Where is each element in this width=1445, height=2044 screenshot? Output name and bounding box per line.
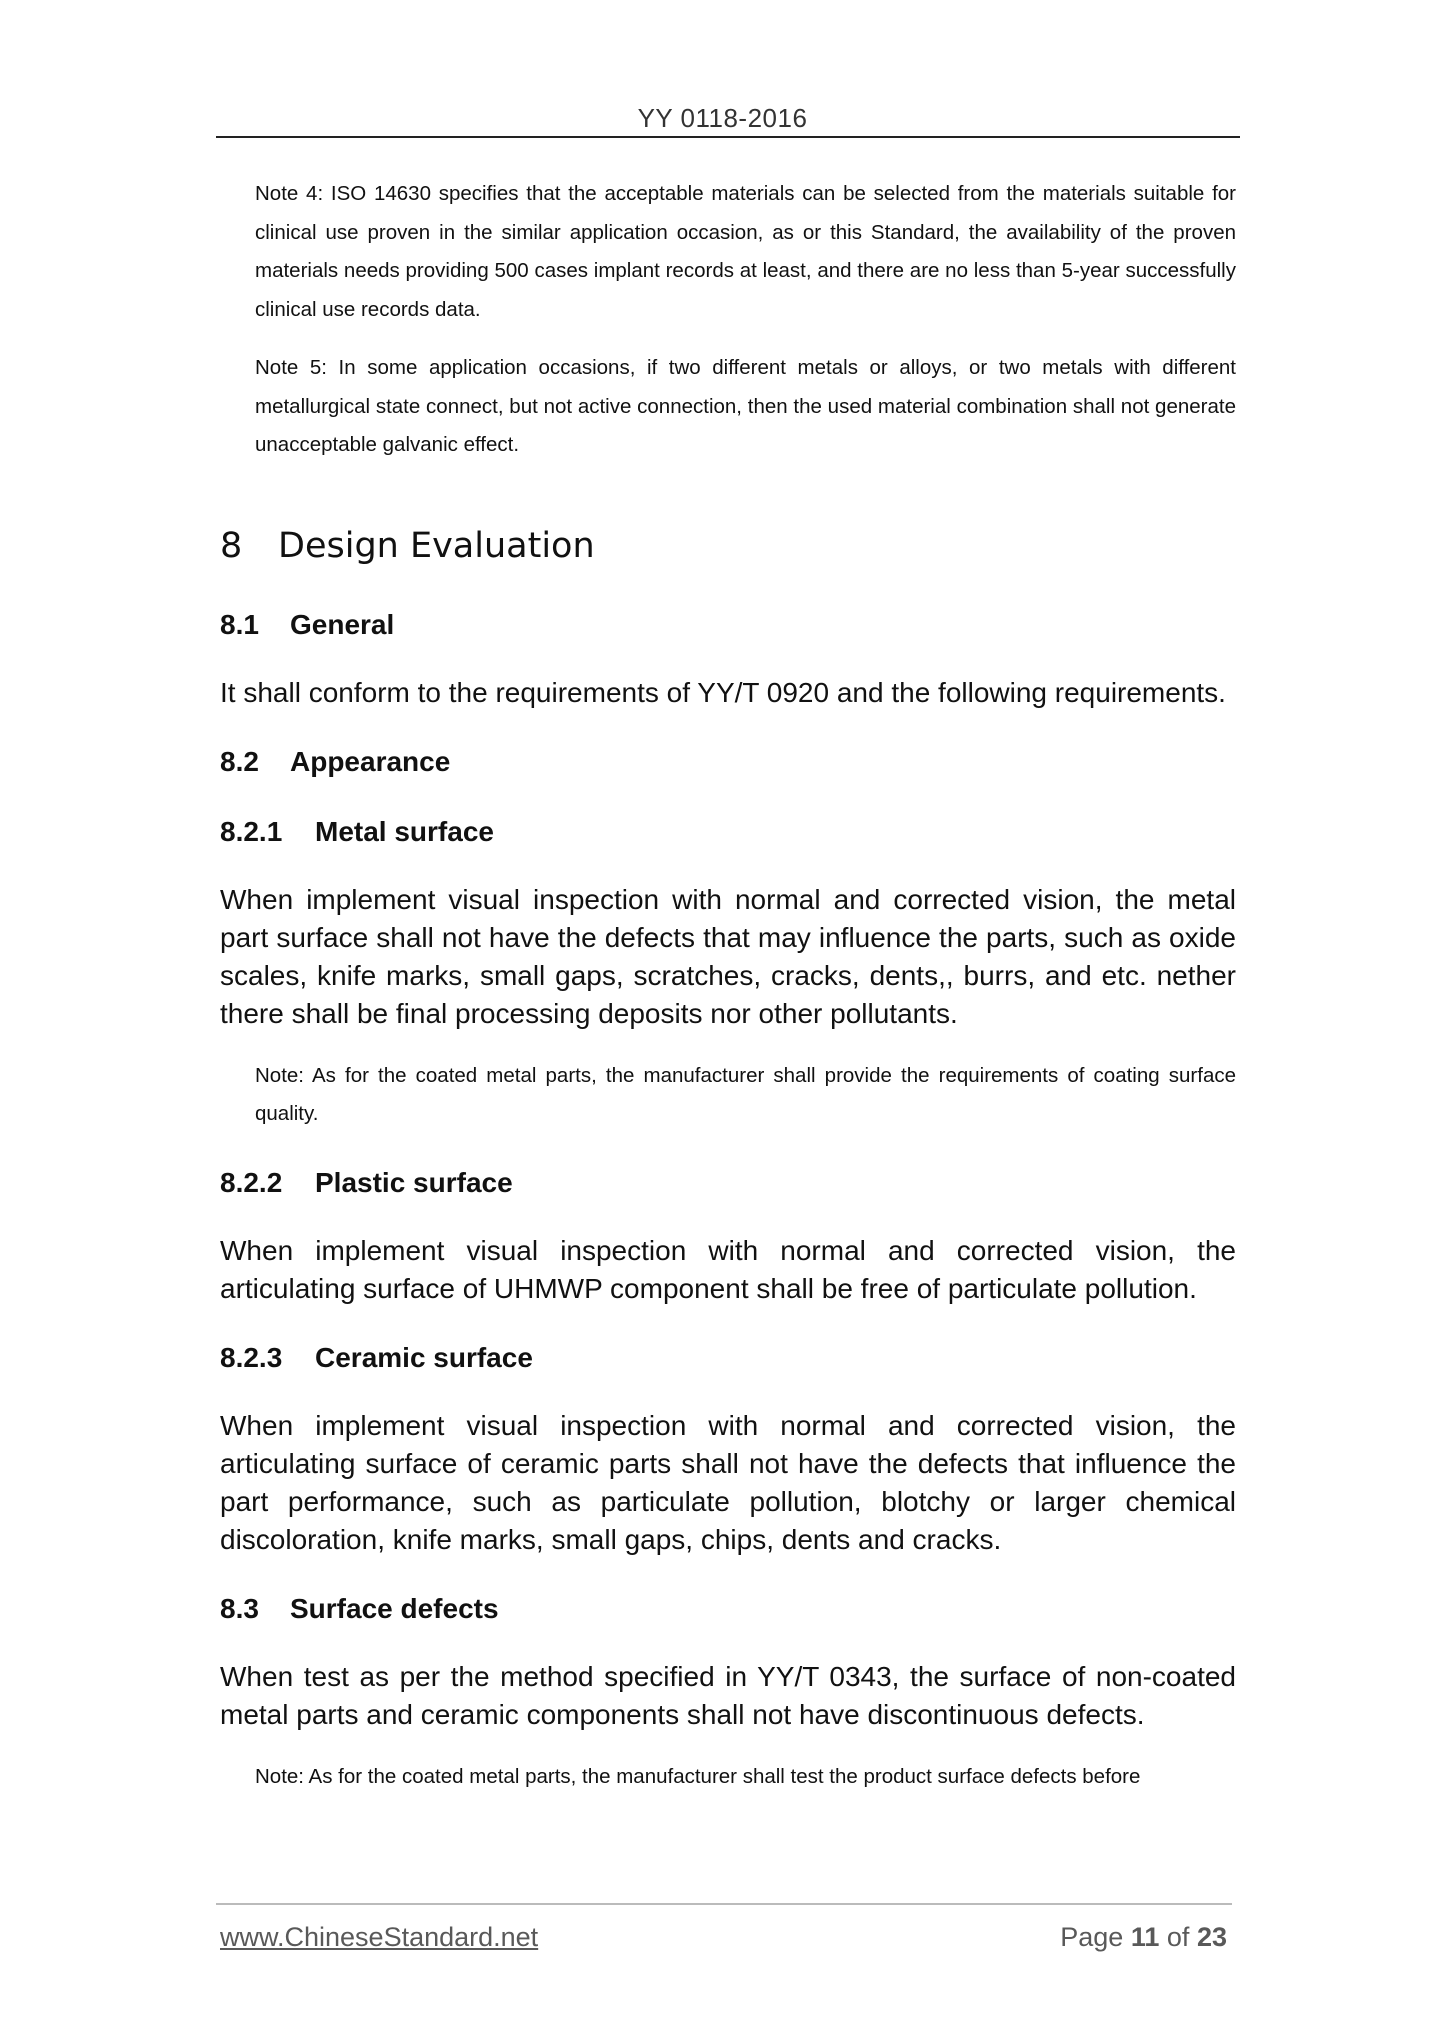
- clause-8-2-1-number: 8.2.1: [220, 815, 283, 847]
- page-prefix: Page: [1060, 1922, 1124, 1952]
- clause-8-2-2-title: Plastic surface: [315, 1166, 513, 1198]
- clause-8-2-2-number: 8.2.2: [220, 1166, 283, 1198]
- website-link[interactable]: www.ChineseStandard.net: [220, 1922, 539, 1952]
- clause-8-3-note: Note: As for the coated metal parts, the manufacturer shall test the product surface defects before: [255, 1764, 1141, 1788]
- clause-8-2-1-title: Metal surface: [315, 815, 494, 847]
- clause-8-2-3-title: Ceramic surface: [315, 1341, 533, 1373]
- clause-8-2-1-heading: [220, 812, 1236, 852]
- clause-8-2-3-number: 8.2.3: [220, 1341, 283, 1373]
- clause-8-3-number: 8.3: [220, 1592, 259, 1624]
- page-content: [220, 175, 1236, 1796]
- clause-8-2-title: Appearance: [290, 745, 451, 777]
- clause-8-1-heading: [220, 605, 1236, 645]
- document-header-id: YY 0118-2016: [637, 103, 808, 133]
- section-8-title: Design Evaluation: [278, 525, 595, 566]
- clause-8-1-text: It shall conform to the requirements of YY/T 0920 and the following requirements.: [220, 676, 1226, 708]
- footer-divider: [216, 1903, 1232, 1905]
- clause-8-2-1-note: Note: As for the coated metal parts, the manufacturer shall provide the requirements of coating surface quality.: [255, 1063, 1236, 1125]
- clause-8-2-3-heading: [220, 1338, 1236, 1378]
- header-divider: [216, 136, 1240, 138]
- note-4: Note 4: ISO 14630 specifies that the acceptable materials can be selected from the materials suitable for clinical use proven in the similar application occasion, as or this Standard, the availability of the proven materials needs providing 500 cases implant records at least, and there are no less than 5-year successfully clinical use records data.: [255, 182, 1236, 321]
- section-8-heading: [220, 521, 1236, 571]
- clause-8-2-number: 8.2: [220, 745, 259, 777]
- current-page-number: 11: [1130, 1922, 1160, 1952]
- clause-8-2-1-text: When implement visual inspection with normal and corrected vision, the metal part surface shall not have the defects that may influence the parts, such as oxide scales, knife marks, small gaps, scratches, cracks, dents,, burrs, and etc. nether there shall be final processing deposits nor other pollutants.: [220, 883, 1236, 1029]
- note-5: Note 5: In some application occasions, if two different metals or alloys, or two metals with different metallurgical state connect, but not active connection, then the used material combination shall not generate unacceptable galvanic effect.: [255, 356, 1236, 456]
- clause-8-2-heading: [220, 742, 1236, 782]
- clause-8-2-2-heading: [220, 1163, 1236, 1203]
- total-page-count: 23: [1196, 1922, 1227, 1952]
- clause-8-1-title: General: [290, 608, 395, 640]
- clause-8-3-heading: [220, 1589, 1236, 1629]
- clause-8-1-number: 8.1: [220, 608, 259, 640]
- page-indicator: [1060, 1922, 1227, 1953]
- clause-8-3-text: When test as per the method specified in YY/T 0343, the surface of non-coated metal parts and ceramic components shall not have discontinuous defects.: [220, 1660, 1236, 1730]
- section-8-number: 8: [220, 525, 243, 566]
- clause-8-3-title: Surface defects: [290, 1592, 499, 1624]
- clause-8-2-3-text: When implement visual inspection with normal and corrected vision, the articulating surface of ceramic parts shall not have the defects that influence the part performance, such as particulate pollution, blotchy or larger chemical discoloration, knife marks, small gaps, chips, dents and cracks.: [220, 1409, 1236, 1555]
- page-of-label: of: [1166, 1922, 1190, 1952]
- clause-8-2-2-text: When implement visual inspection with normal and corrected vision, the articulating surface of UHMWP component shall be free of particulate pollution.: [220, 1234, 1236, 1304]
